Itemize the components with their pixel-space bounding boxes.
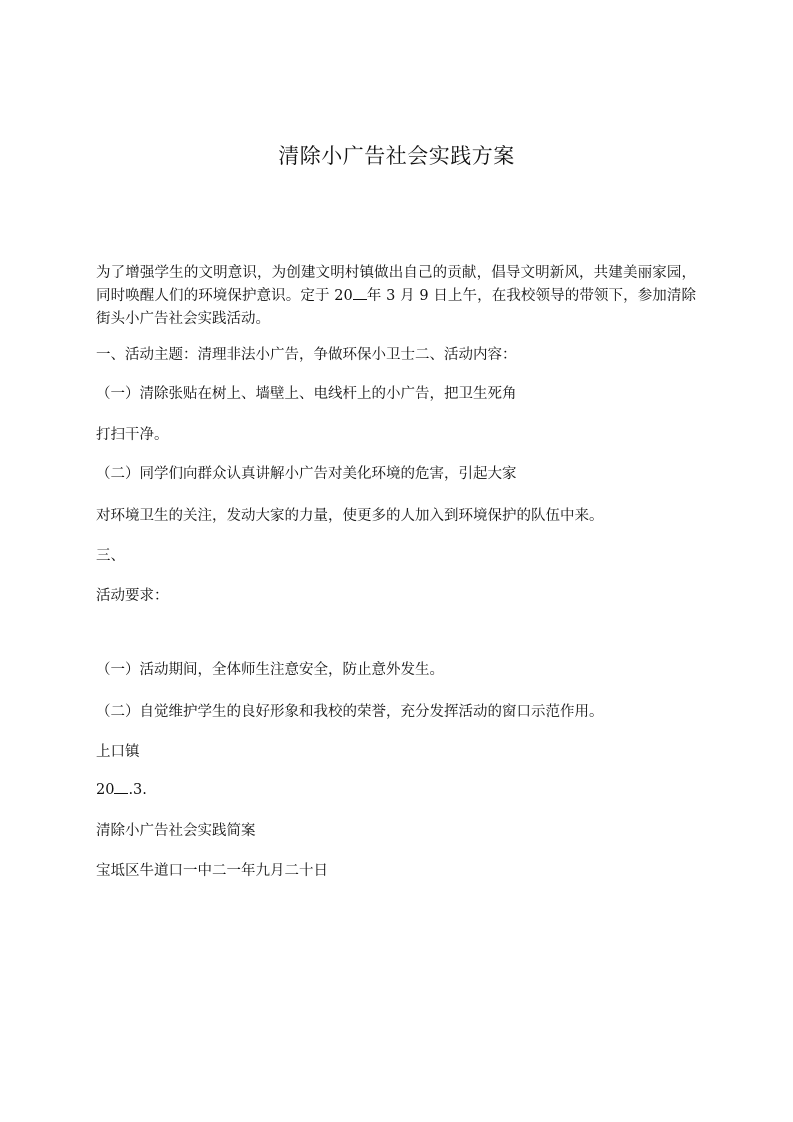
document-date	[96, 780, 147, 800]
intro-paragraph	[96, 262, 696, 331]
content-item-1-line-b: 打扫干净。	[96, 427, 169, 443]
footer-school-date: 宝坻区牛道口一中二一年九月二十日	[96, 863, 328, 879]
content-item-2-line-a: （二）同学们向群众认真讲解小广告对美化环境的危害，引起大家	[96, 466, 517, 482]
date-prefix: 20	[96, 782, 115, 798]
organization-name: 上口镇	[96, 744, 140, 760]
activity-theme-line: 一、活动主题：清理非法小广告，争做环保小卫士二、活动内容：	[96, 347, 517, 363]
content-item-2-line-b: 对环境卫生的关注，发动大家的力量，使更多的人加入到环境保护的队伍中来。	[96, 508, 604, 524]
intro-text-part1: 为了增强学生的文明意识，为创建文明村镇做出自己的贡献，倡导文明新风，共建美丽家园，同时唤醒人们的环境保护意识。定于 20	[96, 265, 696, 304]
requirement-item-2: （二）自觉维护学生的良好形象和我校的荣誉，充分发挥活动的窗口示范作用。	[96, 704, 604, 720]
date-blank	[114, 780, 128, 794]
intro-text-part2: 年 3 月 9 日上午，在我校领导的带领下，参加清除街头小广告社会实践活动。	[96, 288, 697, 327]
plan-subtitle: 清除小广告社会实践简案	[96, 823, 256, 839]
requirements-heading: 活动要求：	[96, 588, 169, 604]
document-title: 清除小广告社会实践方案	[278, 144, 515, 168]
date-suffix: .3.	[128, 782, 147, 798]
content-item-1-line-a: （一）清除张贴在树上、墙壁上、电线杆上的小广告，把卫生死角	[96, 386, 517, 402]
requirement-item-1: （一）活动期间，全体师生注意安全，防止意外发生。	[96, 662, 444, 678]
intro-year-blank	[353, 286, 367, 300]
section-three-heading: 三、	[96, 548, 125, 564]
